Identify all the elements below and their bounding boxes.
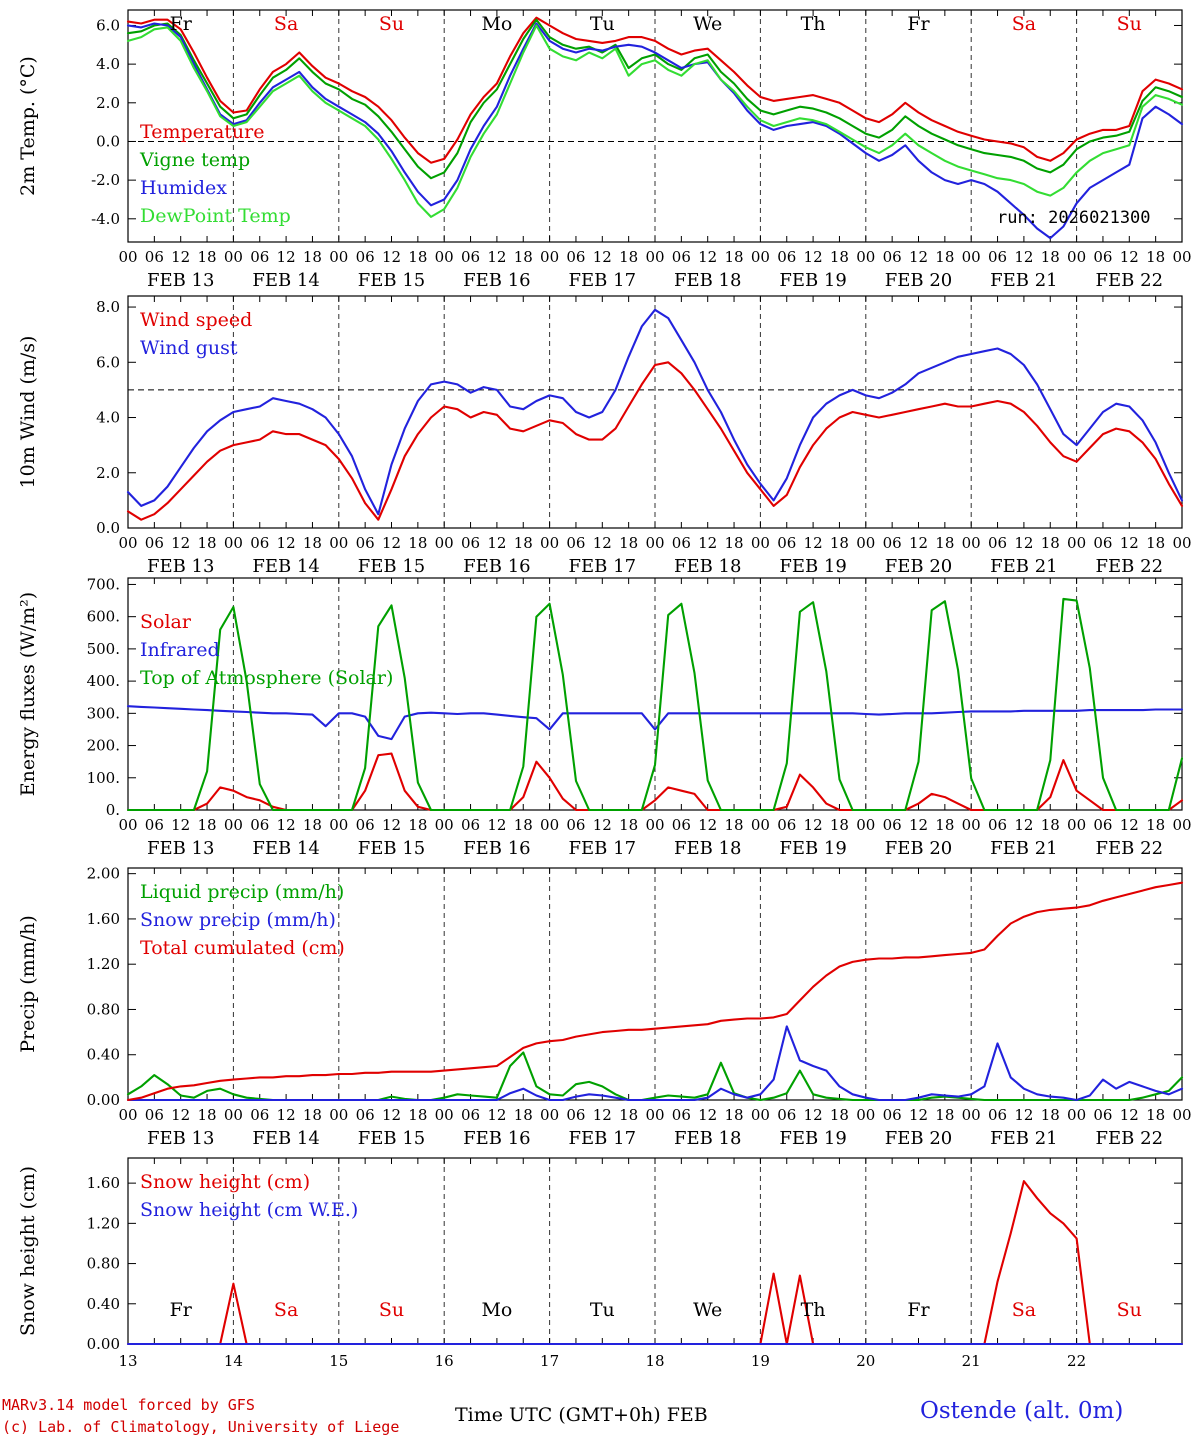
hour-tick-label: 18 [197,248,217,266]
hour-tick-label: 00 [118,1106,138,1124]
hour-tick-label: 12 [1119,248,1139,266]
weekday-label: Fr [907,1299,930,1321]
hour-tick-label: 18 [1040,248,1060,266]
panel-snow_height [17,1158,1182,1370]
date-label: FEB 22 [1095,1128,1164,1149]
y-axis-label: 2m Temp. (°C) [17,56,39,196]
hour-tick-label: 12 [908,1106,929,1124]
hour-tick-label: 18 [724,1106,744,1124]
hour-tick-label: 18 [197,1106,217,1124]
date-label: FEB 18 [673,1128,742,1149]
hour-tick-label: 18 [724,248,744,266]
hour-tick-label: 06 [355,1106,375,1124]
y-tick-label: 0.0 [96,132,120,151]
hour-tick-label: 06 [566,534,586,552]
hour-tick-label: 00 [750,534,770,552]
hour-tick-label: 06 [882,816,902,834]
hour-tick-label: 00 [223,534,243,552]
legend-entry: Wind gust [140,337,238,359]
y-tick-label: 1.20 [86,955,120,974]
y-tick-label: 0.80 [86,1254,120,1273]
legend-entry: Vigne temp [140,149,251,171]
hour-tick-label: 06 [144,1106,164,1124]
hour-tick-label: 18 [302,248,322,266]
day-number-label: 18 [645,1352,665,1370]
weekday-label: Fr [169,1299,192,1321]
hour-tick-label: 18 [1146,1106,1166,1124]
hour-tick-label: 00 [540,1106,560,1124]
hour-tick-label: 06 [988,534,1008,552]
hour-tick-label: 18 [829,248,849,266]
hour-tick-label: 12 [908,816,929,834]
y-tick-label: 400. [86,672,120,691]
date-label: FEB 14 [252,1128,320,1149]
date-label: FEB 19 [779,556,847,577]
hour-tick-label: 00 [223,816,243,834]
hour-tick-label: 12 [803,816,823,834]
y-tick-label: 0. [105,801,120,819]
date-label: FEB 20 [884,1128,953,1149]
y-tick-label: 4.0 [96,408,120,427]
hour-tick-label: 12 [1119,816,1139,834]
hour-tick-label: 06 [250,248,270,266]
hour-tick-label: 00 [961,534,981,552]
hour-tick-label: 18 [935,816,955,834]
legend-entry: Temperature [140,121,265,143]
hour-tick-label: 18 [619,248,639,266]
date-label: FEB 19 [779,838,847,859]
hour-tick-label: 06 [461,816,481,834]
hour-tick-label: 18 [513,816,533,834]
hour-tick-label: 18 [619,816,639,834]
date-label: FEB 22 [1095,270,1164,291]
hour-tick-label: 00 [645,248,665,266]
hour-tick-label: 06 [988,816,1008,834]
hour-tick-label: 18 [829,534,849,552]
hour-tick-label: 06 [566,816,586,834]
hour-tick-label: 06 [1093,534,1113,552]
date-label: FEB 16 [463,270,531,291]
y-tick-label: -2.0 [91,171,120,190]
y-tick-label: 200. [86,736,120,755]
hour-tick-label: 00 [645,816,665,834]
hour-tick-label: 12 [381,816,402,834]
hour-tick-label: 18 [829,816,849,834]
y-tick-label: 4.0 [96,55,120,74]
hour-tick-label: 18 [302,534,322,552]
day-number-label: 13 [118,1352,138,1370]
hour-tick-label: 18 [513,534,533,552]
hour-tick-label: 12 [276,816,296,834]
hour-tick-label: 18 [513,1106,533,1124]
hour-tick-label: 12 [1014,816,1034,834]
hour-tick-label: 06 [671,248,691,266]
hour-tick-label: 00 [118,248,138,266]
legend-entry: Snow height (cm W.E.) [140,1199,359,1221]
legend-entry: Total cumulated (cm) [140,937,345,959]
y-axis-label: Energy fluxes (W/m²) [17,591,39,797]
hour-tick-label: 00 [540,248,560,266]
hour-tick-label: 00 [1172,816,1192,834]
weekday-label: Fr [169,13,192,35]
hour-tick-label: 00 [1172,534,1192,552]
hour-tick-label: 12 [803,534,823,552]
hour-tick-label: 06 [461,534,481,552]
hour-tick-label: 12 [1014,248,1034,266]
y-tick-label: 0.00 [86,1091,120,1109]
hour-tick-label: 12 [171,248,191,266]
hour-tick-label: 12 [381,1106,402,1124]
day-number-label: 15 [329,1352,349,1370]
weekday-label: Tu [589,1299,615,1321]
hour-tick-label: 12 [276,248,296,266]
legend-entry: Snow height (cm) [140,1171,311,1193]
hour-tick-label: 06 [882,248,902,266]
hour-tick-label: 00 [434,248,454,266]
hour-tick-label: 06 [566,248,586,266]
y-tick-label: 2.0 [96,93,120,112]
date-label: FEB 17 [568,1128,637,1149]
date-label: FEB 18 [673,270,742,291]
panel-wind [17,296,1192,577]
hour-tick-label: 12 [698,816,718,834]
date-label: FEB 15 [357,838,426,859]
hour-tick-label: 18 [513,248,533,266]
hour-tick-label: 06 [461,1106,481,1124]
hour-tick-label: 12 [908,534,929,552]
y-tick-label: 8.0 [96,298,120,317]
y-axis-label: Precip (mm/h) [17,915,39,1053]
day-number-label: 20 [856,1352,876,1370]
hour-tick-label: 12 [487,1106,507,1124]
hour-tick-label: 18 [935,1106,955,1124]
date-label: FEB 17 [568,270,637,291]
hour-tick-label: 12 [698,248,718,266]
hour-tick-label: 12 [1014,534,1034,552]
model-credit-line1: MARv3.14 model forced by GFS [2,1396,255,1414]
weekday-label: We [693,13,723,35]
date-label: FEB 13 [146,556,215,577]
hour-tick-label: 00 [1067,248,1087,266]
date-label: FEB 21 [990,838,1058,859]
hour-tick-label: 18 [408,248,428,266]
day-number-label: 17 [540,1352,560,1370]
hour-tick-label: 06 [144,534,164,552]
date-label: FEB 20 [884,270,953,291]
y-tick-label: 600. [86,607,120,626]
weekday-label: Tu [589,13,615,35]
hour-tick-label: 18 [1146,534,1166,552]
day-number-label: 16 [434,1352,454,1370]
hour-tick-label: 06 [250,816,270,834]
weekday-label: Th [800,1299,826,1321]
date-label: FEB 16 [463,1128,531,1149]
hour-tick-label: 06 [1093,248,1113,266]
hour-tick-label: 12 [381,534,402,552]
hour-tick-label: 00 [750,816,770,834]
hour-tick-label: 12 [592,1106,612,1124]
hour-tick-label: 06 [566,1106,586,1124]
hour-tick-label: 18 [619,1106,639,1124]
date-label: FEB 21 [990,270,1058,291]
weekday-label: Sa [273,13,299,35]
panel-precip [17,865,1192,1149]
y-tick-label: 1.60 [86,1174,120,1193]
y-tick-label: 6.0 [96,353,120,372]
date-label: FEB 14 [252,270,320,291]
y-tick-label: 0.00 [86,1335,120,1353]
y-tick-label: 300. [86,704,120,723]
hour-tick-label: 12 [487,816,507,834]
x-axis-title: Time UTC (GMT+0h) FEB [455,1404,708,1426]
hour-tick-label: 06 [250,1106,270,1124]
hour-tick-label: 00 [329,816,349,834]
weekday-label: Sa [1011,13,1037,35]
legend-entry: Top of Atmosphere (Solar) [140,667,394,689]
hour-tick-label: 00 [540,534,560,552]
hour-tick-label: 18 [1040,534,1060,552]
date-label: FEB 18 [673,556,742,577]
hour-tick-label: 12 [1119,534,1139,552]
weekday-label: Su [378,1299,405,1321]
y-tick-label: 1.20 [86,1214,120,1233]
hour-tick-label: 00 [856,1106,876,1124]
weekday-label: Su [378,13,405,35]
legend-entry: Liquid precip (mm/h) [140,881,345,903]
y-tick-label: 0.80 [86,1000,120,1019]
hour-tick-label: 06 [671,1106,691,1124]
weekday-label: Su [1116,1299,1142,1321]
hour-tick-label: 18 [197,534,217,552]
hour-tick-label: 12 [1119,1106,1139,1124]
date-label: FEB 16 [463,838,531,859]
date-label: FEB 20 [884,556,953,577]
hour-tick-label: 12 [803,248,823,266]
weekday-label: Fr [907,13,930,35]
weekday-label: Mo [481,13,513,35]
hour-tick-label: 00 [434,534,454,552]
hour-tick-label: 00 [1067,816,1087,834]
date-label: FEB 21 [990,556,1058,577]
legend-entry: DewPoint Temp [140,205,291,227]
hour-tick-label: 00 [434,816,454,834]
hour-tick-label: 06 [671,534,691,552]
hour-tick-label: 18 [1040,816,1060,834]
hour-tick-label: 00 [856,816,876,834]
panel-frame [128,578,1182,810]
hour-tick-label: 00 [961,816,981,834]
y-tick-label: 0.40 [86,1294,120,1313]
hour-tick-label: 12 [908,248,929,266]
legend-entry: Humidex [140,177,228,199]
hour-tick-label: 12 [487,534,507,552]
y-axis-label: Snow height (cm) [17,1165,39,1337]
legend-entry: Solar [140,611,191,633]
date-label: FEB 14 [252,838,320,859]
y-tick-label: 1.60 [86,909,120,928]
hour-tick-label: 18 [724,816,744,834]
hour-tick-label: 18 [197,816,217,834]
legend-entry: Wind speed [140,309,253,331]
run-label: run: 2026021300 [997,208,1151,228]
hour-tick-label: 00 [118,534,138,552]
hour-tick-label: 18 [302,816,322,834]
hour-tick-label: 12 [171,816,191,834]
hour-tick-label: 12 [171,534,191,552]
date-label: FEB 13 [146,838,215,859]
hour-tick-label: 18 [935,534,955,552]
hour-tick-label: 06 [355,816,375,834]
day-number-label: 21 [961,1352,981,1370]
weekday-label: Sa [1011,1299,1037,1321]
hour-tick-label: 12 [698,534,718,552]
hour-tick-label: 00 [645,534,665,552]
hour-tick-label: 12 [592,534,612,552]
y-tick-label: 500. [86,639,120,658]
hour-tick-label: 06 [988,1106,1008,1124]
hour-tick-label: 00 [856,534,876,552]
y-tick-label: 6.0 [96,16,120,35]
hour-tick-label: 06 [144,816,164,834]
weekday-label: Th [800,13,826,35]
weekday-label: Mo [481,1299,513,1321]
date-label: FEB 13 [146,1128,215,1149]
hour-tick-label: 12 [1014,1106,1034,1124]
hour-tick-label: 06 [777,816,797,834]
hour-tick-label: 12 [381,248,402,266]
hour-tick-label: 00 [961,1106,981,1124]
hour-tick-label: 00 [750,248,770,266]
day-number-label: 14 [223,1352,243,1370]
hour-tick-label: 00 [540,816,560,834]
hour-tick-label: 12 [276,1106,296,1124]
weekday-label: We [693,1299,723,1321]
date-label: FEB 16 [463,556,531,577]
date-label: FEB 22 [1095,838,1164,859]
hour-tick-label: 06 [882,534,902,552]
hour-tick-label: 18 [724,534,744,552]
date-label: FEB 18 [673,838,742,859]
date-label: FEB 19 [779,1128,847,1149]
hour-tick-label: 06 [671,816,691,834]
panel-temperature [17,10,1192,291]
y-tick-label: 0.0 [96,519,120,537]
station-label: Ostende (alt. 0m) [920,1398,1124,1424]
hour-tick-label: 18 [829,1106,849,1124]
weekday-label: Sa [273,1299,299,1321]
hour-tick-label: 00 [961,248,981,266]
hour-tick-label: 18 [935,248,955,266]
hour-tick-label: 06 [777,534,797,552]
hour-tick-label: 12 [171,1106,191,1124]
hour-tick-label: 18 [408,534,428,552]
hour-tick-label: 12 [487,248,507,266]
hour-tick-label: 00 [1067,1106,1087,1124]
hour-tick-label: 00 [434,1106,454,1124]
hour-tick-label: 06 [144,248,164,266]
hour-tick-label: 00 [329,248,349,266]
date-label: FEB 15 [357,270,426,291]
hour-tick-label: 06 [1093,816,1113,834]
hour-tick-label: 06 [777,248,797,266]
hour-tick-label: 18 [1040,1106,1060,1124]
hour-tick-label: 18 [1146,816,1166,834]
date-label: FEB 22 [1095,556,1164,577]
date-label: FEB 19 [779,270,847,291]
hour-tick-label: 00 [1172,248,1192,266]
hour-tick-label: 12 [698,1106,718,1124]
date-label: FEB 13 [146,270,215,291]
hour-tick-label: 00 [329,534,349,552]
date-label: FEB 17 [568,838,637,859]
date-label: FEB 14 [252,556,320,577]
hour-tick-label: 18 [1146,248,1166,266]
legend-entry: Infrared [140,639,220,661]
y-tick-label: 700. [86,575,120,594]
weekday-label: Su [1116,13,1142,35]
hour-tick-label: 18 [408,816,428,834]
hour-tick-label: 00 [750,1106,770,1124]
hour-tick-label: 06 [355,534,375,552]
hour-tick-label: 12 [803,1106,823,1124]
hour-tick-label: 00 [118,816,138,834]
y-tick-label: 100. [86,768,120,787]
hour-tick-label: 00 [223,1106,243,1124]
date-label: FEB 15 [357,1128,426,1149]
y-tick-label: 2.0 [96,463,120,482]
date-label: FEB 21 [990,1128,1058,1149]
hour-tick-label: 18 [302,1106,322,1124]
hour-tick-label: 18 [619,534,639,552]
hour-tick-label: 06 [461,248,481,266]
date-label: FEB 17 [568,556,637,577]
y-tick-label: -4.0 [91,209,120,228]
hour-tick-label: 18 [408,1106,428,1124]
date-label: FEB 15 [357,556,426,577]
day-number-label: 19 [750,1352,770,1370]
hour-tick-label: 00 [329,1106,349,1124]
hour-tick-label: 12 [592,248,612,266]
hour-tick-label: 06 [882,1106,902,1124]
legend-entry: Snow precip (mm/h) [140,909,336,931]
hour-tick-label: 06 [250,534,270,552]
date-label: FEB 20 [884,838,953,859]
hour-tick-label: 12 [276,534,296,552]
hour-tick-label: 06 [1093,1106,1113,1124]
model-credit-line2: (c) Lab. of Climatology, University of Liege [2,1418,400,1436]
hour-tick-label: 00 [856,248,876,266]
hour-tick-label: 06 [777,1106,797,1124]
y-tick-label: 0.40 [86,1045,120,1064]
hour-tick-label: 00 [1172,1106,1192,1124]
y-axis-label: 10m Wind (m/s) [17,335,39,489]
hour-tick-label: 00 [223,248,243,266]
hour-tick-label: 00 [1067,534,1087,552]
hour-tick-label: 06 [355,248,375,266]
y-tick-label: 2.00 [86,864,120,883]
hour-tick-label: 12 [592,816,612,834]
hour-tick-label: 06 [988,248,1008,266]
day-number-label: 22 [1067,1352,1087,1370]
panel-energy_fluxes [17,575,1192,859]
hour-tick-label: 00 [645,1106,665,1124]
